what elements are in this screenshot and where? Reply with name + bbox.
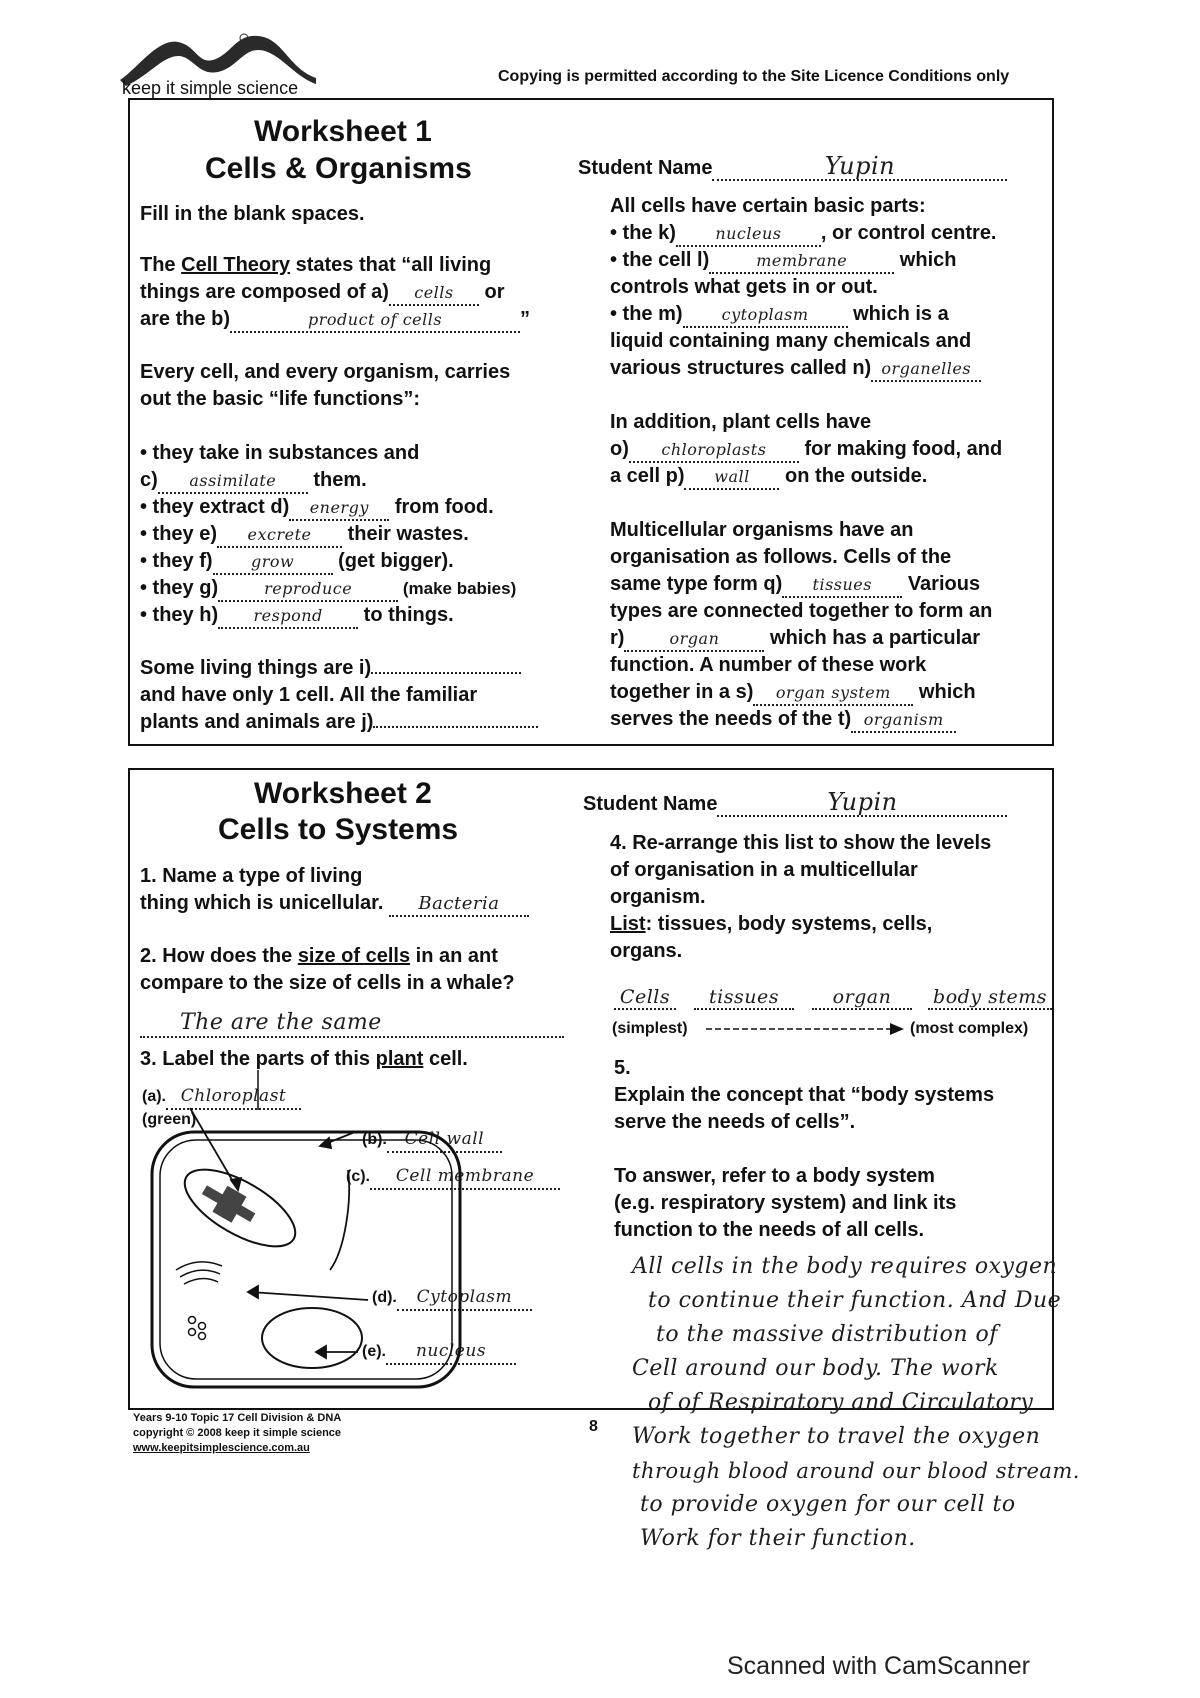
some-living-line2: and have only 1 cell. All the familiar xyxy=(140,684,478,706)
student-name-value[interactable]: Yupin xyxy=(824,152,896,180)
bullet-extract: • they extract d) energy from food. xyxy=(140,494,494,521)
ribosomes xyxy=(189,1317,206,1340)
q5-answer-line: to the massive distribution of xyxy=(656,1322,998,1347)
q4-line5: organs. xyxy=(610,940,683,962)
ws2-title: Worksheet 2 xyxy=(254,777,432,810)
q4-line3: organism. xyxy=(610,886,706,908)
cell-theory-line1: The Cell Theory states that “all living xyxy=(140,254,492,276)
bullet-excrete: • they e) excrete their wastes. xyxy=(140,521,469,548)
part-membrane: • the cell l) membrane which xyxy=(610,247,956,274)
ws1-student-name xyxy=(578,152,1007,182)
cell-theory-term: Cell Theory xyxy=(181,254,291,276)
part-cytoplasm-2: liquid containing many chemicals and xyxy=(610,330,972,352)
q4-answer-row xyxy=(614,986,1054,1016)
label-b: (b). Cell wall xyxy=(362,1126,502,1153)
bullet-reproduce: • they g) reproduce (make babies) xyxy=(140,575,516,602)
q5-line3: To answer, refer to a body system xyxy=(614,1165,935,1187)
q1-line2: thing which is unicellular. Bacteria xyxy=(140,890,529,917)
ws1-subtitle: Cells & Organisms xyxy=(205,152,472,185)
part-cytoplasm: • the m) cytoplasm which is a xyxy=(610,301,949,328)
q2-line1: 2. How does the size of cells in an ant xyxy=(140,945,498,967)
label-c: (c). Cell membrane xyxy=(346,1163,560,1190)
q4-most-complex: (most complex) xyxy=(910,1020,1029,1037)
q5-line4: (e.g. respiratory system) and link its xyxy=(614,1192,957,1214)
answer-m[interactable]: cytoplasm xyxy=(721,305,809,324)
q4-line2: of organisation in a multicellular xyxy=(610,859,918,881)
multicellular-organ: r) organ which has a particular xyxy=(610,625,980,652)
life-functions-line1: Every cell, and every organism, carries xyxy=(140,361,511,383)
q4-simplest: (simplest) xyxy=(612,1020,688,1037)
part-cytoplasm-3: various structures called n) organelles xyxy=(610,355,981,382)
q4-answer-2[interactable]: tissues xyxy=(694,986,794,1010)
q5-answer[interactable] xyxy=(632,1250,1182,1556)
answer-b[interactable]: product of cells xyxy=(308,310,443,329)
q5-answer-line: Work together to travel the oxygen xyxy=(632,1424,1041,1449)
life-functions-line2: out the basic “life functions”: xyxy=(140,388,421,410)
plant-cell-diagram xyxy=(130,1070,570,1400)
nucleus-shape xyxy=(262,1308,362,1368)
label-a: (a). Chloroplast xyxy=(142,1083,301,1110)
q5-line1: Explain the concept that “body systems xyxy=(614,1084,995,1106)
camscanner-watermark: Scanned with CamScanner xyxy=(727,1652,1030,1680)
q5-answer-line: of of Respiratory and Circulatory xyxy=(648,1390,1034,1415)
q5-answer-line: Work for their function. xyxy=(640,1526,916,1551)
logo-text: keep it simple science xyxy=(122,78,299,98)
q3-line: 3. Label the parts of this plant cell. xyxy=(140,1048,468,1070)
footer-topic: Years 9-10 Topic 17 Cell Division & DNA xyxy=(133,1412,342,1424)
footer-website-link[interactable]: www.keepitsimplescience.com.au xyxy=(133,1442,310,1454)
answer-h[interactable]: respond xyxy=(253,606,323,625)
answer-s[interactable]: organ system xyxy=(775,683,891,702)
q5-answer-line: Cell around our body. The work xyxy=(632,1356,999,1381)
q4-answer-4[interactable]: body stems xyxy=(928,986,1052,1010)
answer-g[interactable]: reproduce xyxy=(264,579,353,598)
some-living-line3: plants and animals are j) xyxy=(140,709,538,736)
label-d: (d). Cytoplasm xyxy=(372,1284,532,1311)
q5-line2: serve the needs of cells”. xyxy=(614,1111,856,1133)
footer-copyright: copyright © 2008 keep it simple science xyxy=(133,1427,342,1439)
q4-line1: 4. Re-arrange this list to show the levels xyxy=(610,832,992,854)
multicellular-organism: serves the needs of the t) organism xyxy=(610,706,956,733)
answer-a[interactable]: cells xyxy=(414,283,454,302)
answer-e[interactable]: excrete xyxy=(247,525,312,544)
label-e-answer[interactable]: nucleus xyxy=(415,1341,487,1361)
multicellular-line1: Multicellular organisms have an xyxy=(610,519,914,541)
q4-answer-1[interactable]: Cells xyxy=(614,986,676,1010)
ws2-student-name xyxy=(583,788,1007,818)
answer-l[interactable]: membrane xyxy=(756,251,848,270)
ws2-student-name-label: Student Name xyxy=(583,793,718,815)
q5-answer-line: to provide oxygen for our cell to xyxy=(640,1492,1016,1517)
ws1-instructions: Fill in the blank spaces. xyxy=(140,203,365,225)
answer-q[interactable]: tissues xyxy=(812,575,872,594)
multicellular-tissues: same type form q) tissues Various xyxy=(610,571,980,598)
answer-c[interactable]: assimilate xyxy=(189,471,277,490)
cell-theory-line2: things are composed of a) cells or xyxy=(140,279,505,306)
ws1-title: Worksheet 1 xyxy=(254,115,432,148)
part-nucleus: • the k) nucleus , or control centre. xyxy=(610,220,997,247)
q5-answer-line: through blood around our blood stream. xyxy=(632,1459,1080,1483)
q3-term: plant xyxy=(375,1048,424,1070)
q5-answer-line: to continue their function. And Due xyxy=(648,1288,1062,1313)
q2-line2: compare to the size of cells in a whale? xyxy=(140,972,515,994)
chloroplast-shape xyxy=(173,1154,306,1261)
page-number: 8 xyxy=(589,1418,598,1435)
cell-theory-line3: are the b) product of cells ” xyxy=(140,306,530,333)
label-a-answer[interactable]: Chloroplast xyxy=(180,1086,287,1106)
q2-answer[interactable]: The are the same xyxy=(180,1010,382,1035)
student-name-label: Student Name xyxy=(578,157,713,179)
answer-d[interactable]: energy xyxy=(309,498,369,517)
answer-o[interactable]: chloroplasts xyxy=(661,440,767,459)
q5-line5: function to the needs of all cells. xyxy=(614,1219,925,1241)
ws2-student-name-value[interactable]: Yupin xyxy=(827,788,898,816)
q5-number: 5. xyxy=(614,1057,631,1079)
multicellular-line4: types are connected together to form an xyxy=(610,600,993,622)
q4-scale-arrow xyxy=(706,1022,906,1036)
q5-answer-line: All cells in the body requires oxygen xyxy=(632,1254,1058,1279)
answer-p[interactable]: wall xyxy=(714,467,750,486)
basic-parts-title: All cells have certain basic parts: xyxy=(610,195,926,217)
q4-list: List: tissues, body systems, cells, xyxy=(610,913,933,935)
plant-wall: a cell p) wall on the outside. xyxy=(610,463,927,490)
q4-answer-3[interactable]: organ xyxy=(812,986,912,1010)
label-d-answer[interactable]: Cytoplasm xyxy=(416,1287,513,1307)
plant-chloroplasts: o) chloroplasts for making food, and xyxy=(610,436,1002,463)
bullet-take-in: • they take in substances and xyxy=(140,442,420,464)
er-lines xyxy=(176,1262,222,1284)
answer-t[interactable]: organism xyxy=(863,710,944,729)
ws2-subtitle: Cells to Systems xyxy=(218,813,459,846)
bullet-take-in-2: c) assimilate them. xyxy=(140,467,367,494)
cell-membrane-outline xyxy=(160,1140,452,1379)
q4-list-label: List xyxy=(610,913,646,935)
multicellular-organ-system: together in a s) organ system which xyxy=(610,679,976,706)
answer-n[interactable]: organelles xyxy=(881,359,972,378)
multicellular-line6: function. A number of these work xyxy=(610,654,927,676)
q1-answer[interactable]: Bacteria xyxy=(418,893,500,914)
answer-r[interactable]: organ xyxy=(669,629,720,648)
q2-term: size of cells xyxy=(297,945,411,967)
some-living-line1: Some living things are i) xyxy=(140,655,521,682)
label-e: (e). nucleus xyxy=(362,1338,516,1365)
q1-line1: 1. Name a type of living xyxy=(140,865,363,887)
plant-addition: In addition, plant cells have xyxy=(610,411,872,433)
label-pointers xyxy=(190,1108,368,1358)
bullet-grow: • they f) grow (get bigger). xyxy=(140,548,454,575)
part-membrane-2: controls what gets in or out. xyxy=(610,276,878,298)
answer-k[interactable]: nucleus xyxy=(715,224,782,243)
label-b-answer[interactable]: Cell wall xyxy=(404,1129,485,1149)
label-c-answer[interactable]: Cell membrane xyxy=(395,1166,535,1186)
copy-notice: Copying is permitted according to the Site Licence Conditions only xyxy=(498,68,1010,85)
multicellular-line2: organisation as follows. Cells of the xyxy=(610,546,952,568)
bullet-respond: • they h) respond to things. xyxy=(140,602,454,629)
label-a-note: (green) xyxy=(142,1111,197,1128)
answer-f[interactable]: grow xyxy=(250,552,295,571)
